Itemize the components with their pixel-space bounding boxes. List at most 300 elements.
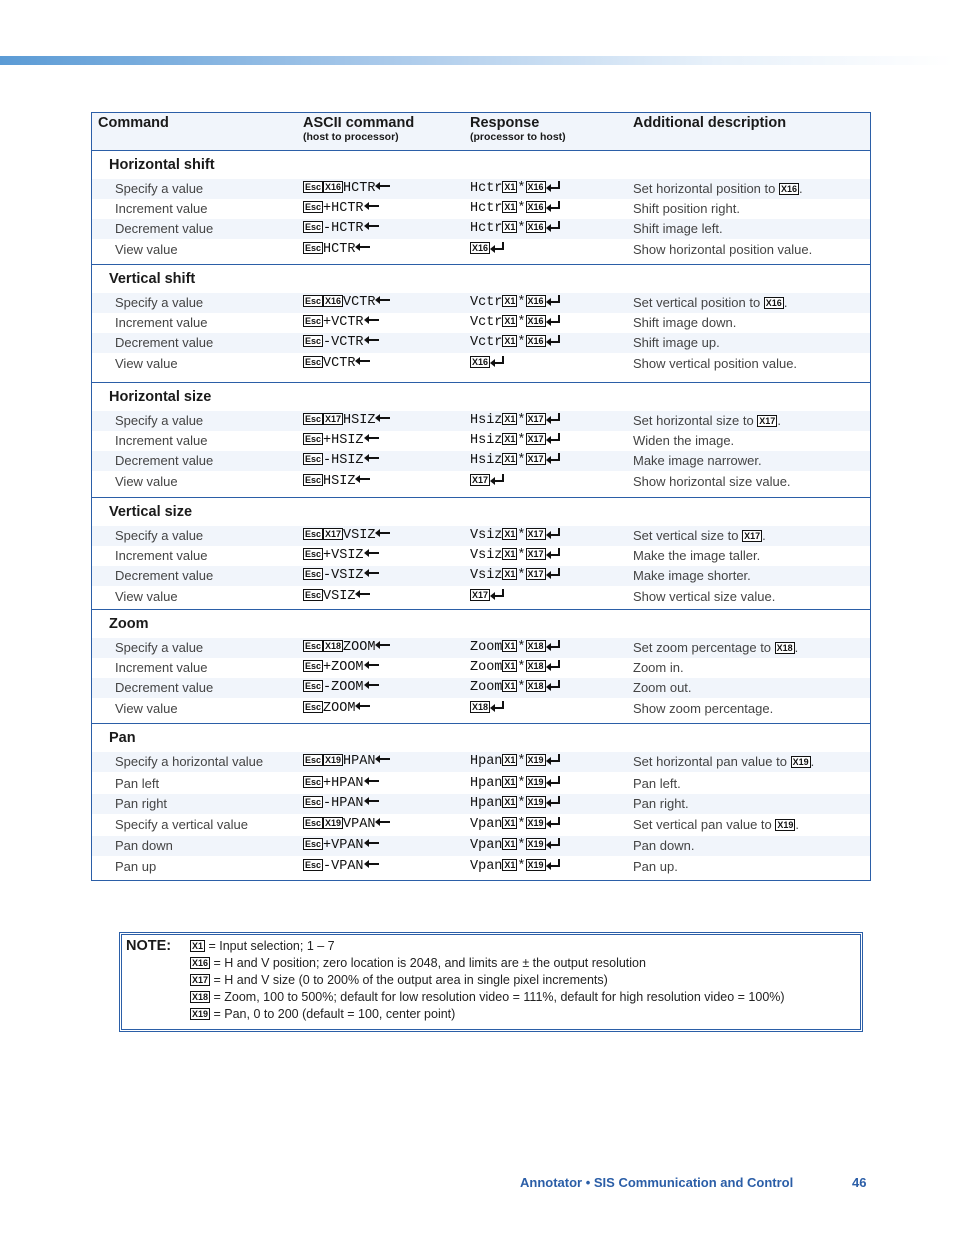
left-arrow-icon — [364, 454, 379, 462]
variable-key-x16: X16 — [527, 296, 544, 306]
code-text: Show horizontal position value. — [633, 242, 813, 257]
response — [470, 201, 561, 216]
variable-key-x16: X16 — [472, 357, 489, 367]
code-text: Vsiz — [470, 528, 503, 543]
left-arrow-icon — [364, 860, 379, 868]
variable-key-esc: Esc — [305, 839, 322, 849]
variable-key-x18: X18 — [325, 641, 342, 651]
return-arrow-icon — [546, 859, 561, 870]
ascii-command — [303, 568, 379, 583]
ascii-command — [303, 754, 390, 769]
command-label: Increment value — [115, 660, 208, 675]
command-table — [91, 112, 871, 881]
code-text: Make image narrower. — [633, 453, 762, 468]
code-text: Hpan — [470, 776, 503, 791]
variable-key-x17: X17 — [472, 475, 489, 485]
command-label: View value — [115, 701, 178, 716]
left-arrow-icon — [364, 222, 379, 230]
code-text: Pan left. — [633, 776, 681, 791]
code-text: Zoom out. — [633, 680, 692, 695]
return-arrow-icon — [546, 568, 561, 579]
table-row — [92, 179, 870, 199]
variable-key-x1: X1 — [504, 336, 516, 346]
description — [633, 680, 692, 695]
table-row — [92, 411, 870, 431]
variable-key-esc: Esc — [305, 414, 322, 424]
left-arrow-icon — [375, 641, 390, 649]
variable-key-x1: X1 — [504, 529, 516, 539]
response — [470, 838, 561, 853]
code-text: HCTR — [323, 242, 356, 257]
return-arrow-icon — [546, 776, 561, 787]
description — [633, 242, 812, 257]
code-text: * — [517, 453, 526, 468]
description — [633, 568, 751, 583]
table-row — [92, 451, 870, 471]
variable-key-x19: X19 — [527, 755, 544, 765]
variable-key-x16: X16 — [527, 316, 544, 326]
code-text: +HPAN — [323, 776, 364, 791]
variable-key-x16: X16 — [527, 222, 544, 232]
code-text: -ZOOM — [323, 680, 364, 695]
variable-key-x19: X19 — [792, 757, 809, 767]
return-arrow-icon — [546, 315, 561, 326]
response — [470, 315, 561, 330]
code-text: . — [762, 528, 766, 543]
variable-key-x17: X17 — [527, 434, 544, 444]
code-text: Show vertical position value. — [633, 356, 798, 371]
variable-key-esc: Esc — [305, 818, 322, 828]
note-line — [190, 973, 608, 987]
variable-key-x1: X1 — [504, 296, 516, 306]
code-text: Show horizontal size value. — [633, 474, 791, 489]
description — [633, 221, 723, 236]
variable-key-esc: Esc — [305, 357, 322, 367]
code-text: * — [517, 568, 526, 583]
ascii-command — [303, 548, 379, 563]
variable-key-x19: X19 — [527, 860, 544, 870]
table-row — [92, 815, 870, 835]
command-label: Decrement value — [115, 221, 214, 236]
variable-key-x17: X17 — [325, 529, 342, 539]
note-line — [190, 956, 646, 970]
response — [470, 221, 561, 236]
response — [470, 568, 561, 583]
variable-key-esc: Esc — [305, 755, 322, 765]
left-arrow-icon — [364, 549, 379, 557]
ascii-command — [303, 413, 390, 428]
ascii-command — [303, 474, 370, 489]
section-vertical-size — [92, 498, 870, 610]
code-text: * — [517, 181, 526, 196]
variable-key-x1: X1 — [192, 941, 204, 951]
code-text: ZOOM — [343, 640, 376, 655]
left-arrow-icon — [355, 475, 370, 483]
code-text: +VPAN — [323, 838, 364, 853]
command-label: Decrement value — [115, 680, 214, 695]
command-label: Decrement value — [115, 335, 214, 350]
code-text: Shift image down. — [633, 315, 737, 330]
variable-key-esc: Esc — [305, 222, 322, 232]
command-label: Specify a vertical value — [115, 817, 248, 832]
variable-key-x1: X1 — [504, 839, 516, 849]
code-text: . — [794, 640, 799, 655]
variable-key-x19: X19 — [325, 755, 342, 765]
code-text: Hctr — [470, 201, 503, 216]
command-label: Pan down — [115, 838, 173, 853]
variable-key-esc: Esc — [305, 569, 322, 579]
description — [633, 640, 798, 655]
col-header-command: Command — [98, 115, 169, 131]
table-row — [92, 199, 870, 219]
command-label: View value — [115, 356, 178, 371]
header-gradient-bar — [0, 56, 954, 65]
variable-key-x16: X16 — [527, 182, 544, 192]
code-text: VCTR — [323, 356, 356, 371]
code-text: -HPAN — [323, 796, 364, 811]
code-text: * — [517, 838, 526, 853]
col-header-response-sub: (processor to host) — [470, 131, 566, 143]
response — [470, 817, 561, 832]
variable-key-esc: Esc — [305, 243, 322, 253]
section-horizontal-size — [92, 383, 870, 498]
ascii-command — [303, 838, 379, 853]
code-text: Set vertical pan value to — [633, 817, 776, 832]
code-text: * — [517, 796, 526, 811]
variable-key-x18: X18 — [776, 643, 793, 653]
command-label: View value — [115, 474, 178, 489]
command-label: Decrement value — [115, 453, 214, 468]
section-title: Vertical shift — [109, 271, 196, 287]
code-text: Vpan — [470, 859, 503, 874]
variable-key-x19: X19 — [527, 797, 544, 807]
code-text: Hctr — [470, 181, 503, 196]
table-row — [92, 354, 870, 374]
variable-key-x1: X1 — [504, 777, 516, 787]
variable-key-x1: X1 — [504, 681, 516, 691]
code-text: -VPAN — [323, 859, 364, 874]
table-row — [92, 546, 870, 566]
code-text: Vpan — [470, 817, 503, 832]
command-label: Pan up — [115, 859, 157, 874]
note-line — [190, 990, 785, 1004]
response — [470, 548, 561, 563]
left-arrow-icon — [364, 569, 379, 577]
code-text: Shift image up. — [633, 335, 720, 350]
code-text: Hsiz — [470, 433, 503, 448]
note-text: = Zoom, 100 to 500%; default for low resolution video = 111%, default for high resolution video = 100%) — [210, 990, 785, 1004]
variable-key-x1: X1 — [504, 434, 516, 444]
variable-key-esc: Esc — [305, 434, 322, 444]
description — [633, 453, 762, 468]
left-arrow-icon — [364, 336, 379, 344]
response — [470, 754, 561, 769]
return-arrow-icon — [546, 640, 561, 651]
return-arrow-icon — [546, 548, 561, 559]
code-text: Pan down. — [633, 838, 695, 853]
variable-key-esc: Esc — [305, 202, 322, 212]
description — [633, 701, 773, 716]
table-row — [92, 313, 870, 333]
variable-key-esc: Esc — [305, 661, 322, 671]
return-arrow-icon — [546, 754, 561, 765]
table-row — [92, 857, 870, 877]
variable-key-x19: X19 — [527, 777, 544, 787]
code-text: * — [517, 640, 526, 655]
return-arrow-icon — [546, 413, 561, 424]
variable-key-x17: X17 — [192, 975, 209, 985]
left-arrow-icon — [364, 797, 379, 805]
code-text: Set horizontal size to — [633, 413, 758, 428]
code-text: . — [783, 295, 788, 310]
variable-key-x19: X19 — [527, 818, 544, 828]
code-text: . — [810, 754, 815, 769]
code-text: . — [795, 817, 799, 832]
variable-key-x17: X17 — [744, 531, 761, 541]
code-text: Vctr — [470, 295, 503, 310]
code-text: Set horizontal position to — [633, 181, 779, 196]
variable-key-x18: X18 — [527, 641, 544, 651]
col-header-description: Additional description — [633, 115, 787, 131]
section-title: Zoom — [109, 616, 149, 632]
return-arrow-icon — [546, 528, 561, 539]
response — [470, 335, 561, 350]
description — [633, 796, 689, 811]
code-text: Shift position right. — [633, 201, 740, 216]
left-arrow-icon — [364, 316, 379, 324]
note-text: = Pan, 0 to 200 (default = 100, center point) — [210, 1007, 456, 1021]
code-text: HSIZ — [343, 413, 376, 428]
code-text: HPAN — [343, 754, 376, 769]
col-header-ascii-sub: (host to processor) — [303, 131, 399, 143]
table-row — [92, 699, 870, 719]
section-zoom — [92, 610, 870, 724]
code-text: Hctr — [470, 221, 503, 236]
table-row — [92, 752, 870, 772]
variable-key-x1: X1 — [504, 316, 516, 326]
variable-key-esc: Esc — [305, 316, 322, 326]
footer-page-number: 46 — [852, 1175, 867, 1190]
description — [633, 838, 694, 853]
command-label: Specify a value — [115, 528, 204, 543]
code-text: Vctr — [470, 335, 503, 350]
code-text: VSIZ — [343, 528, 376, 543]
variable-key-x1: X1 — [504, 818, 516, 828]
command-label: Increment value — [115, 315, 208, 330]
code-text: * — [517, 201, 526, 216]
variable-key-x19: X19 — [192, 1009, 209, 1019]
variable-key-x16: X16 — [325, 296, 342, 306]
variable-key-esc: Esc — [305, 777, 322, 787]
code-text: Shift image left. — [633, 221, 723, 236]
return-arrow-icon — [490, 589, 505, 600]
col-header-ascii-title: ASCII command — [303, 115, 415, 131]
table-header — [92, 113, 870, 151]
code-text: Vpan — [470, 838, 503, 853]
code-text: -VSIZ — [323, 568, 364, 583]
variable-key-x1: X1 — [504, 222, 516, 232]
code-text: Vctr — [470, 315, 503, 330]
code-text: Hpan — [470, 754, 503, 769]
table-row — [92, 472, 870, 492]
code-text: * — [517, 221, 526, 236]
command-label: Increment value — [115, 433, 208, 448]
variable-key-x17: X17 — [759, 416, 776, 426]
table-row — [92, 526, 870, 546]
code-text: * — [517, 413, 526, 428]
variable-key-x19: X19 — [527, 839, 544, 849]
ascii-command — [303, 680, 379, 695]
command-label: Specify a value — [115, 413, 204, 428]
left-arrow-icon — [355, 702, 370, 710]
code-text: Pan right. — [633, 796, 689, 811]
table-row — [92, 293, 870, 313]
left-arrow-icon — [355, 590, 370, 598]
variable-key-x17: X17 — [527, 414, 544, 424]
code-text: VCTR — [343, 295, 376, 310]
return-arrow-icon — [490, 701, 505, 712]
variable-key-x17: X17 — [325, 414, 342, 424]
left-arrow-icon — [364, 434, 379, 442]
code-text: Show zoom percentage. — [633, 701, 774, 716]
response — [470, 413, 561, 428]
table-body — [92, 151, 870, 881]
description — [633, 548, 760, 563]
col-header-response — [470, 115, 566, 143]
variable-key-x18: X18 — [192, 992, 209, 1002]
code-text: Zoom — [470, 660, 503, 675]
left-arrow-icon — [375, 296, 390, 304]
return-arrow-icon — [546, 181, 561, 192]
return-arrow-icon — [490, 474, 505, 485]
section-vertical-shift — [92, 265, 870, 383]
command-label: Specify a value — [115, 640, 204, 655]
code-text: Set zoom percentage to — [633, 640, 775, 655]
return-arrow-icon — [490, 356, 505, 367]
response — [470, 295, 561, 310]
variable-key-x18: X18 — [527, 681, 544, 691]
left-arrow-icon — [375, 529, 390, 537]
code-text: * — [517, 335, 526, 350]
variable-key-x1: X1 — [504, 549, 516, 559]
description — [633, 413, 781, 428]
variable-key-x18: X18 — [527, 661, 544, 671]
description — [633, 315, 736, 330]
response — [470, 701, 505, 716]
ascii-command — [303, 201, 379, 216]
variable-key-esc: Esc — [305, 702, 322, 712]
command-label: View value — [115, 242, 178, 257]
variable-key-esc: Esc — [305, 336, 322, 346]
ascii-command — [303, 817, 390, 832]
response — [470, 680, 561, 695]
command-label: Pan left — [115, 776, 160, 791]
table-row — [92, 587, 870, 607]
variable-key-x1: X1 — [504, 182, 516, 192]
table-row — [92, 333, 870, 353]
ascii-command — [303, 796, 379, 811]
code-text: * — [517, 680, 526, 695]
variable-key-x19: X19 — [325, 818, 342, 828]
code-text: * — [517, 548, 526, 563]
variable-key-esc: Esc — [305, 296, 322, 306]
code-text: -HCTR — [323, 221, 364, 236]
response — [470, 181, 561, 196]
return-arrow-icon — [546, 221, 561, 232]
left-arrow-icon — [375, 182, 390, 190]
return-arrow-icon — [546, 838, 561, 849]
return-arrow-icon — [546, 433, 561, 444]
variable-key-x17: X17 — [472, 590, 489, 600]
variable-key-x19: X19 — [777, 820, 794, 830]
description — [633, 433, 734, 448]
left-arrow-icon — [364, 777, 379, 785]
code-text: . — [777, 413, 781, 428]
response — [470, 528, 561, 543]
command-label: Decrement value — [115, 568, 214, 583]
return-arrow-icon — [546, 453, 561, 464]
description — [633, 474, 791, 489]
command-label: Specify a value — [115, 181, 204, 196]
code-text: Show vertical size value. — [633, 589, 776, 604]
description — [633, 181, 803, 196]
code-text: Hsiz — [470, 453, 503, 468]
code-text: * — [517, 859, 526, 874]
response — [470, 796, 561, 811]
ascii-command — [303, 859, 379, 874]
variable-key-esc: Esc — [305, 860, 322, 870]
variable-key-x1: X1 — [504, 755, 516, 765]
description — [633, 817, 799, 832]
response — [470, 776, 561, 791]
code-text: Zoom — [470, 640, 503, 655]
code-text: * — [517, 817, 526, 832]
description — [633, 754, 814, 769]
variable-key-esc: Esc — [305, 475, 322, 485]
code-text: Make the image taller. — [633, 548, 761, 563]
table-row — [92, 431, 870, 451]
return-arrow-icon — [546, 796, 561, 807]
table-row — [92, 774, 870, 794]
ascii-command — [303, 295, 390, 310]
ascii-command — [303, 453, 379, 468]
table-row — [92, 219, 870, 239]
variable-key-x18: X18 — [472, 702, 489, 712]
description — [633, 859, 678, 874]
code-text: * — [517, 295, 526, 310]
ascii-command — [303, 221, 379, 236]
section-pan — [92, 724, 870, 881]
code-text: ZOOM — [323, 701, 356, 716]
section-title: Horizontal shift — [109, 157, 215, 173]
variable-key-x16: X16 — [472, 243, 489, 253]
variable-key-x16: X16 — [527, 336, 544, 346]
ascii-command — [303, 640, 390, 655]
code-text: Zoom — [470, 680, 503, 695]
table-row — [92, 836, 870, 856]
variable-key-esc: Esc — [305, 641, 322, 651]
response — [470, 640, 561, 655]
code-text: * — [517, 660, 526, 675]
code-text: * — [517, 754, 526, 769]
description — [633, 589, 775, 604]
code-text: . — [799, 181, 803, 196]
return-arrow-icon — [546, 817, 561, 828]
code-text: +VCTR — [323, 315, 364, 330]
code-text: Set vertical size to — [633, 528, 743, 543]
code-text: +HSIZ — [323, 433, 364, 448]
code-text: Vsiz — [470, 568, 503, 583]
